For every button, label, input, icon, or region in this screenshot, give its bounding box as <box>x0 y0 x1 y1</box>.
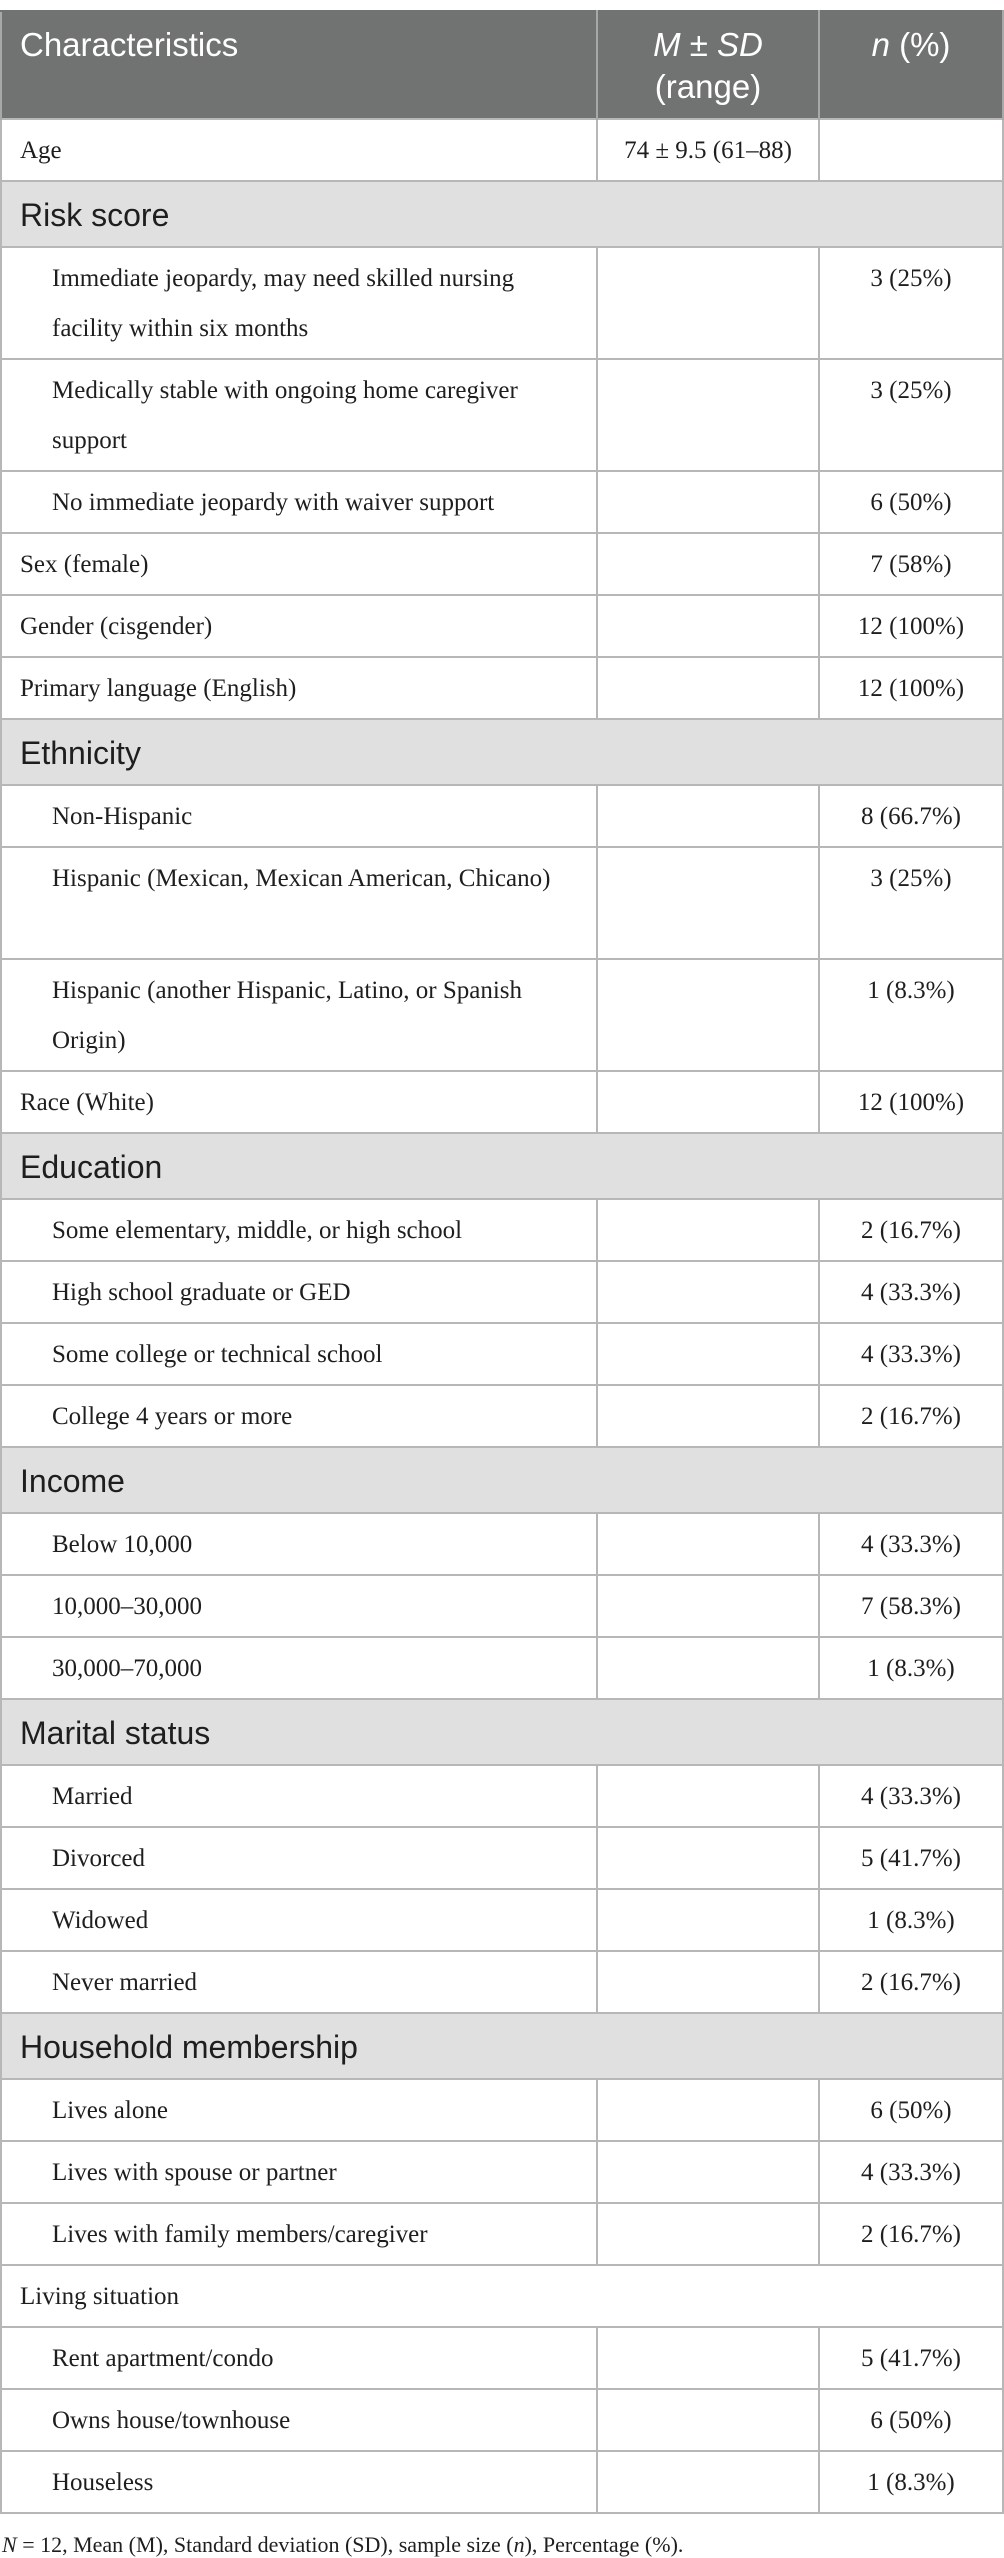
footnote-n: N <box>2 2532 17 2557</box>
row-label: Lives alone <box>1 2079 597 2141</box>
footnote-n-small: n <box>513 2532 525 2557</box>
table-row <box>1 2203 1003 2265</box>
row-label: Lives with spouse or partner <box>1 2141 597 2203</box>
row-label: Hispanic (another Hispanic, Latino, or Spanish Origin) <box>1 959 597 1071</box>
row-n: 6 (50%) <box>819 471 1003 533</box>
table-row <box>1 2327 1003 2389</box>
row-label: Never married <box>1 1951 597 2013</box>
row-label: Widowed <box>1 1889 597 1951</box>
row-label: High school graduate or GED <box>1 1261 597 1323</box>
table-row <box>1 359 1003 471</box>
row-mean <box>597 1637 819 1699</box>
row-n: 4 (33.3%) <box>819 1765 1003 1827</box>
row-mean <box>597 2203 819 2265</box>
row-n: 6 (50%) <box>819 2079 1003 2141</box>
section-row <box>1 1133 1003 1199</box>
row-label: Non-Hispanic <box>1 785 597 847</box>
table-row <box>1 1637 1003 1699</box>
table-row <box>1 1765 1003 1827</box>
table-row <box>1 1261 1003 1323</box>
row-n: 4 (33.3%) <box>819 1513 1003 1575</box>
table-row <box>1 471 1003 533</box>
table-row <box>1 1385 1003 1447</box>
row-mean <box>597 2327 819 2389</box>
table-row <box>1 959 1003 1071</box>
section-row <box>1 1447 1003 1513</box>
row-mean <box>597 359 819 471</box>
row-mean <box>597 247 819 359</box>
row-label: 10,000–30,000 <box>1 1575 597 1637</box>
row-mean <box>597 1889 819 1951</box>
table-row <box>1 1071 1003 1133</box>
row-mean <box>597 847 819 959</box>
table-row <box>1 119 1003 181</box>
row-n: 1 (8.3%) <box>819 2451 1003 2513</box>
row-n: 4 (33.3%) <box>819 1323 1003 1385</box>
section-risk-score: Risk score <box>1 181 1003 247</box>
row-label: Sex (female) <box>1 533 597 595</box>
row-mean <box>597 1261 819 1323</box>
table-row <box>1 1323 1003 1385</box>
header-pct: (%) <box>889 26 951 63</box>
table-row <box>1 1827 1003 1889</box>
row-mean <box>597 471 819 533</box>
table-row <box>1 247 1003 359</box>
row-mean <box>597 2389 819 2451</box>
table-row <box>1 595 1003 657</box>
row-mean <box>597 533 819 595</box>
header-n-pct <box>819 11 1003 119</box>
section-income: Income <box>1 1447 1003 1513</box>
row-mean <box>597 785 819 847</box>
row-label: College 4 years or more <box>1 1385 597 1447</box>
row-n: 4 (33.3%) <box>819 2141 1003 2203</box>
footnote-part2: ), Percentage (%). <box>524 2532 684 2557</box>
header-m: M <box>653 26 681 63</box>
table-footnote <box>0 2532 1002 2558</box>
footnote-part1: = 12, Mean (M), Standard deviation (SD), sample size ( <box>16 2532 514 2557</box>
header-range: (range) <box>654 68 762 105</box>
row-label: Immediate jeopardy, may need skilled nursing facility within six months <box>1 247 597 359</box>
row-n: 3 (25%) <box>819 247 1003 359</box>
row-label: No immediate jeopardy with waiver support <box>1 471 597 533</box>
table-row <box>1 1513 1003 1575</box>
table-row <box>1 533 1003 595</box>
row-mean <box>597 2079 819 2141</box>
characteristics-table <box>0 10 1004 2514</box>
row-label: Owns house/townhouse <box>1 2389 597 2451</box>
row-n: 5 (41.7%) <box>819 1827 1003 1889</box>
row-n: 6 (50%) <box>819 2389 1003 2451</box>
row-n: 3 (25%) <box>819 847 1003 959</box>
table-row <box>1 2451 1003 2513</box>
row-n <box>819 119 1003 181</box>
table-row <box>1 1951 1003 2013</box>
table-row <box>1 785 1003 847</box>
row-mean <box>597 1765 819 1827</box>
row-mean <box>597 1199 819 1261</box>
row-n: 2 (16.7%) <box>819 2203 1003 2265</box>
row-label: Rent apartment/condo <box>1 2327 597 2389</box>
row-mean <box>597 1575 819 1637</box>
section-row <box>1 2013 1003 2079</box>
table-row <box>1 657 1003 719</box>
row-mean <box>597 1827 819 1889</box>
table-row <box>1 1199 1003 1261</box>
row-label: Lives with family members/caregiver <box>1 2203 597 2265</box>
table-row <box>1 2079 1003 2141</box>
row-n: 2 (16.7%) <box>819 1385 1003 1447</box>
section-household-membership: Household membership <box>1 2013 1003 2079</box>
header-mean-sd <box>597 11 819 119</box>
row-n: 8 (66.7%) <box>819 785 1003 847</box>
row-label: Houseless <box>1 2451 597 2513</box>
row-label: Medically stable with ongoing home caregiver support <box>1 359 597 471</box>
section-education: Education <box>1 1133 1003 1199</box>
characteristics-table-wrapper <box>0 10 1002 2558</box>
row-mean <box>597 2141 819 2203</box>
section-row <box>1 719 1003 785</box>
row-n: 1 (8.3%) <box>819 1889 1003 1951</box>
row-n: 1 (8.3%) <box>819 959 1003 1071</box>
row-label: 30,000–70,000 <box>1 1637 597 1699</box>
row-mean <box>597 959 819 1071</box>
row-label: Gender (cisgender) <box>1 595 597 657</box>
table-row <box>1 1889 1003 1951</box>
row-mean <box>597 1385 819 1447</box>
row-mean <box>597 1951 819 2013</box>
table-row <box>1 2141 1003 2203</box>
row-label: Married <box>1 1765 597 1827</box>
row-mean <box>597 595 819 657</box>
row-n: 12 (100%) <box>819 1071 1003 1133</box>
row-n: 7 (58%) <box>819 533 1003 595</box>
living-situation-label: Living situation <box>1 2265 1003 2327</box>
table-row <box>1 2265 1003 2327</box>
row-label: Divorced <box>1 1827 597 1889</box>
row-mean <box>597 1071 819 1133</box>
table-header-row <box>1 11 1003 119</box>
row-n: 2 (16.7%) <box>819 1951 1003 2013</box>
header-sd: SD <box>717 26 763 63</box>
row-n: 12 (100%) <box>819 657 1003 719</box>
row-label: Race (White) <box>1 1071 597 1133</box>
section-ethnicity: Ethnicity <box>1 719 1003 785</box>
section-row <box>1 1699 1003 1765</box>
row-n: 12 (100%) <box>819 595 1003 657</box>
header-characteristics: Characteristics <box>1 11 597 119</box>
section-row <box>1 181 1003 247</box>
row-label: Age <box>1 119 597 181</box>
row-n: 7 (58.3%) <box>819 1575 1003 1637</box>
header-n: n <box>871 26 890 63</box>
row-mean <box>597 2451 819 2513</box>
row-mean: 74 ± 9.5 (61–88) <box>597 119 819 181</box>
row-n: 3 (25%) <box>819 359 1003 471</box>
row-n: 5 (41.7%) <box>819 2327 1003 2389</box>
table-row <box>1 847 1003 959</box>
table-row <box>1 2389 1003 2451</box>
section-marital-status: Marital status <box>1 1699 1003 1765</box>
row-n: 4 (33.3%) <box>819 1261 1003 1323</box>
table-row <box>1 1575 1003 1637</box>
header-pm: ± <box>680 26 718 63</box>
row-label: Primary language (English) <box>1 657 597 719</box>
row-n: 2 (16.7%) <box>819 1199 1003 1261</box>
row-label: Some college or technical school <box>1 1323 597 1385</box>
row-mean <box>597 1513 819 1575</box>
row-label: Some elementary, middle, or high school <box>1 1199 597 1261</box>
row-label: Below 10,000 <box>1 1513 597 1575</box>
row-n: 1 (8.3%) <box>819 1637 1003 1699</box>
row-mean <box>597 1323 819 1385</box>
row-mean <box>597 657 819 719</box>
row-label: Hispanic (Mexican, Mexican American, Chicano) <box>1 847 597 959</box>
